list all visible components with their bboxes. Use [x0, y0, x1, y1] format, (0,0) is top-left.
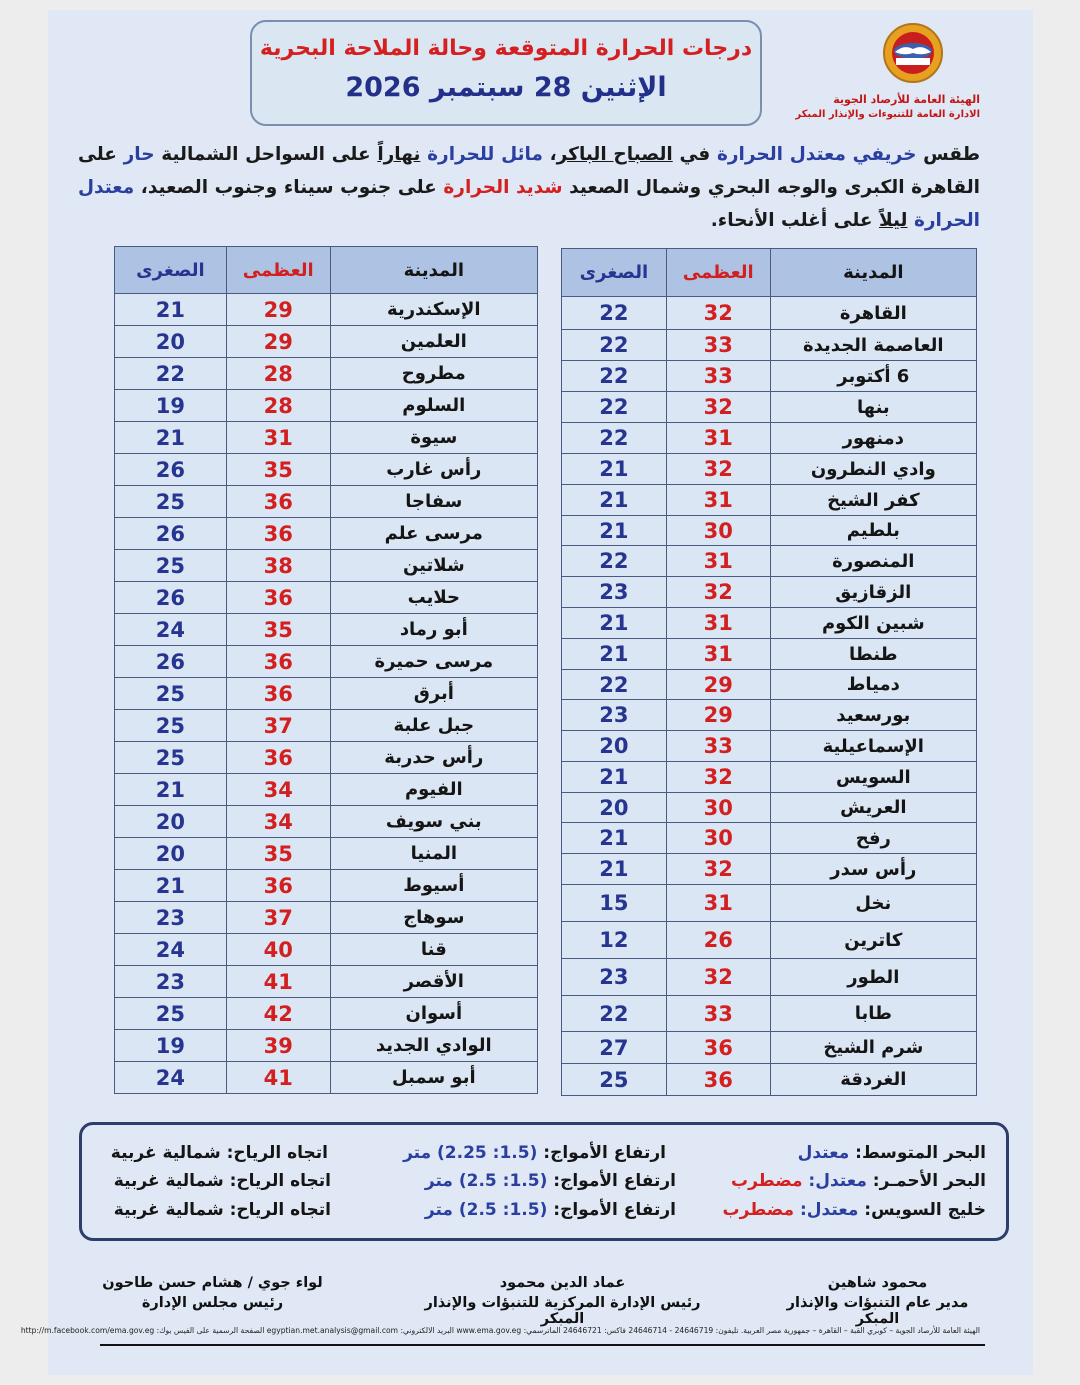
org-department: الادارة العامة للتنبوءات والإنذار المبكر — [795, 109, 980, 120]
min-temp-cell: 23 — [115, 902, 227, 934]
min-temp-cell: 22 — [562, 330, 667, 361]
max-temp-cell: 26 — [666, 922, 770, 959]
min-temp-cell: 21 — [115, 294, 227, 326]
min-temp-cell: 26 — [115, 518, 227, 550]
table-row — [562, 793, 977, 823]
max-temp-cell: 31 — [666, 608, 770, 639]
table-row — [115, 870, 538, 902]
summary-highlight: حار — [123, 144, 155, 165]
city-cell: أبو رماد — [330, 614, 537, 646]
city-cell: بلطيم — [770, 516, 976, 546]
max-temp-cell: 36 — [226, 742, 330, 774]
max-temp-cell: 36 — [226, 646, 330, 678]
max-temp-cell: 31 — [666, 485, 770, 516]
city-cell: رفح — [770, 823, 976, 854]
city-cell: رأس سدر — [770, 854, 976, 885]
waves-label: ارتفاع الأمواج: — [547, 1171, 676, 1191]
table-row — [562, 516, 977, 546]
forecast-date: الإثنين 28 سبتمبر 2026 — [345, 72, 667, 103]
table-row — [562, 577, 977, 608]
waves-value: (1.5: 2.5) متر — [424, 1171, 548, 1191]
table-header-row — [115, 247, 538, 294]
wind-value: شمالية غربية — [113, 1171, 224, 1191]
city-cell: الأقصر — [330, 966, 537, 998]
waves-value: (1.5: 2.5) متر — [424, 1200, 548, 1220]
table-row — [115, 678, 538, 710]
summary-highlight: معتدل الحرارة — [78, 177, 980, 231]
table-row — [115, 742, 538, 774]
sea-name — [731, 1171, 986, 1191]
table-row — [562, 700, 977, 731]
table-header-row — [562, 249, 977, 297]
city-cell: دمنهور — [770, 423, 976, 454]
table-row — [115, 646, 538, 678]
min-temp-cell: 24 — [115, 934, 227, 966]
summary-text: طقس — [916, 144, 981, 165]
sea-name-label: البحر المتوسط: — [849, 1143, 986, 1163]
city-cell: مرسى حميرة — [330, 646, 537, 678]
min-temp-cell: 21 — [115, 774, 227, 806]
table-row — [115, 454, 538, 486]
max-temp-cell: 29 — [226, 294, 330, 326]
max-temp-cell: 41 — [226, 966, 330, 998]
min-temp-cell: 19 — [115, 390, 227, 422]
city-cell: أبو سمبل — [330, 1062, 537, 1094]
sea-row-red-sea — [82, 1171, 1006, 1201]
table-row — [562, 639, 977, 670]
city-cell: الغردقة — [770, 1064, 976, 1096]
sea-conditions-box — [79, 1122, 1009, 1241]
min-temp-cell: 25 — [115, 678, 227, 710]
sea-state-prefix: معتدل: — [794, 1200, 859, 1220]
table-row — [115, 806, 538, 838]
min-temp-cell: 27 — [562, 1032, 667, 1064]
city-cell: أسوان — [330, 998, 537, 1030]
min-temp-cell: 25 — [115, 550, 227, 582]
signature-block — [770, 1275, 985, 1327]
table-row — [562, 854, 977, 885]
min-temp-cell: 25 — [562, 1064, 667, 1096]
max-temp-cell: 30 — [666, 823, 770, 854]
max-temp-cell: 36 — [226, 678, 330, 710]
min-temp-cell: 21 — [562, 823, 667, 854]
max-temp-cell: 42 — [226, 998, 330, 1030]
min-temp-cell: 21 — [562, 485, 667, 516]
city-cell: بورسعيد — [770, 700, 976, 731]
max-temp-cell: 35 — [226, 454, 330, 486]
max-temp-cell: 39 — [226, 1030, 330, 1062]
summary-highlight: خريفي معتدل الحرارة — [716, 144, 917, 165]
table-row — [562, 823, 977, 854]
max-temp-cell: 33 — [666, 731, 770, 762]
table-row — [115, 998, 538, 1030]
signature-title: رئيس الإدارة المركزية للتنبؤات والإنذار المبكر — [424, 1295, 701, 1327]
city-cell: بني سويف — [330, 806, 537, 838]
sea-waves — [403, 1143, 666, 1163]
column-header-max: العظمى — [666, 249, 770, 297]
max-temp-cell: 34 — [226, 774, 330, 806]
max-temp-cell: 31 — [666, 546, 770, 577]
city-cell: العاصمة الجديدة — [770, 330, 976, 361]
waves-label: ارتفاع الأمواج: — [537, 1143, 666, 1163]
table-row — [562, 454, 977, 485]
waves-label: ارتفاع الأمواج: — [547, 1200, 676, 1220]
city-cell: دمياط — [770, 670, 976, 700]
summary-text: ، — [542, 144, 557, 165]
summary-text: على القاهرة الكبرى والوجه البحري وشمال الصعيد — [78, 144, 980, 198]
table-row — [115, 390, 538, 422]
min-temp-cell: 22 — [562, 670, 667, 700]
min-temp-cell: 20 — [115, 838, 227, 870]
city-cell: العريش — [770, 793, 976, 823]
min-temp-cell: 22 — [562, 423, 667, 454]
page-title: درجات الحرارة المتوقعة وحالة الملاحة البحرية — [259, 36, 753, 61]
summary-highlight-red: شديد الحرارة — [443, 177, 563, 198]
title-box — [250, 20, 762, 126]
table-row — [562, 608, 977, 639]
city-cell: الإسماعيلية — [770, 731, 976, 762]
wind-label: اتجاه الرياح: — [223, 1171, 331, 1191]
wind-value: شمالية غربية — [113, 1200, 224, 1220]
signature-block — [85, 1275, 340, 1311]
min-temp-cell: 25 — [115, 710, 227, 742]
table-row — [562, 731, 977, 762]
summary-underlined: ليلاً — [878, 210, 908, 231]
min-temp-cell: 25 — [115, 742, 227, 774]
city-cell: حلايب — [330, 582, 537, 614]
max-temp-cell: 37 — [226, 710, 330, 742]
city-cell: وادي النطرون — [770, 454, 976, 485]
min-temp-cell: 23 — [562, 577, 667, 608]
max-temp-cell: 28 — [226, 390, 330, 422]
max-temp-cell: 29 — [226, 326, 330, 358]
city-cell: الوادي الجديد — [330, 1030, 537, 1062]
city-cell: شلاتين — [330, 550, 537, 582]
min-temp-cell: 24 — [115, 1062, 227, 1094]
weather-summary — [78, 138, 980, 237]
city-cell: كاترين — [770, 922, 976, 959]
min-temp-cell: 19 — [115, 1030, 227, 1062]
city-cell: المنيا — [330, 838, 537, 870]
city-cell: جبل علبة — [330, 710, 537, 742]
table-row — [115, 838, 538, 870]
max-temp-cell: 35 — [226, 614, 330, 646]
min-temp-cell: 21 — [562, 639, 667, 670]
max-temp-cell: 29 — [666, 700, 770, 731]
min-temp-cell: 21 — [562, 516, 667, 546]
city-cell: مرسى علم — [330, 518, 537, 550]
city-cell: سفاجا — [330, 486, 537, 518]
min-temp-cell: 22 — [562, 996, 667, 1032]
sea-state: مضطرب — [722, 1200, 795, 1220]
column-header-city: المدينة — [770, 249, 976, 297]
city-cell: نخل — [770, 885, 976, 922]
signature-name: محمود شاهين — [827, 1275, 928, 1291]
min-temp-cell: 21 — [562, 854, 667, 885]
min-temp-cell: 25 — [115, 486, 227, 518]
sea-waves — [425, 1171, 676, 1191]
city-cell: 6 أكتوبر — [770, 361, 976, 392]
min-temp-cell: 22 — [562, 297, 667, 330]
column-header-min: الصغرى — [562, 249, 667, 297]
table-row — [562, 670, 977, 700]
city-cell: أسيوط — [330, 870, 537, 902]
city-cell: الطور — [770, 959, 976, 996]
table-row — [115, 710, 538, 742]
table-row — [115, 326, 538, 358]
sea-waves — [425, 1200, 676, 1220]
ema-logo-icon — [882, 22, 944, 84]
table-row — [115, 1062, 538, 1094]
temperature-table-right — [561, 248, 977, 1096]
table-row — [115, 422, 538, 454]
max-temp-cell: 35 — [226, 838, 330, 870]
max-temp-cell: 36 — [226, 518, 330, 550]
table-row — [115, 486, 538, 518]
max-temp-cell: 32 — [666, 959, 770, 996]
temperature-table-left — [114, 246, 538, 1094]
city-cell: قنا — [330, 934, 537, 966]
max-temp-cell: 32 — [666, 762, 770, 793]
table-row — [115, 550, 538, 582]
sea-row-mediterranean — [82, 1143, 1006, 1173]
table-row — [115, 358, 538, 390]
min-temp-cell: 26 — [115, 646, 227, 678]
table-row — [115, 966, 538, 998]
max-temp-cell: 30 — [666, 793, 770, 823]
summary-text: على السواحل الشمالية — [154, 144, 378, 165]
max-temp-cell: 31 — [666, 885, 770, 922]
city-cell: مطروح — [330, 358, 537, 390]
min-temp-cell: 26 — [115, 582, 227, 614]
sea-wind — [114, 1200, 331, 1220]
column-header-city: المدينة — [330, 247, 537, 294]
city-cell: القاهرة — [770, 297, 976, 330]
table-row — [562, 762, 977, 793]
max-temp-cell: 32 — [666, 577, 770, 608]
min-temp-cell: 22 — [562, 546, 667, 577]
max-temp-cell: 33 — [666, 330, 770, 361]
table-row — [562, 330, 977, 361]
city-cell: أبرق — [330, 678, 537, 710]
max-temp-cell: 33 — [666, 361, 770, 392]
max-temp-cell: 36 — [226, 582, 330, 614]
column-header-min: الصغرى — [115, 247, 227, 294]
max-temp-cell: 33 — [666, 996, 770, 1032]
max-temp-cell: 36 — [666, 1032, 770, 1064]
summary-highlight: مائل للحرارة — [427, 144, 543, 165]
max-temp-cell: 31 — [226, 422, 330, 454]
footer-divider — [100, 1344, 985, 1346]
max-temp-cell: 31 — [666, 423, 770, 454]
max-temp-cell: 29 — [666, 670, 770, 700]
min-temp-cell: 21 — [562, 762, 667, 793]
city-cell: الزقازيق — [770, 577, 976, 608]
min-temp-cell: 20 — [562, 793, 667, 823]
table-row — [115, 1030, 538, 1062]
summary-underlined: نهاراً — [377, 144, 421, 165]
table-row — [115, 614, 538, 646]
table-row — [115, 518, 538, 550]
table-row — [562, 297, 977, 330]
min-temp-cell: 23 — [562, 700, 667, 731]
min-temp-cell: 20 — [115, 806, 227, 838]
sea-name — [723, 1200, 986, 1220]
table-row — [562, 922, 977, 959]
min-temp-cell: 15 — [562, 885, 667, 922]
sea-state: معتدل — [797, 1143, 850, 1163]
sea-name-label: خليج السويس: — [858, 1200, 986, 1220]
sea-wind — [114, 1171, 331, 1191]
max-temp-cell: 28 — [226, 358, 330, 390]
city-cell: سيوة — [330, 422, 537, 454]
city-cell: رأس غارب — [330, 454, 537, 486]
table-row — [562, 546, 977, 577]
summary-text: على أغلب الأنحاء. — [710, 210, 879, 231]
wind-label: اتجاه الرياح: — [220, 1143, 328, 1163]
min-temp-cell: 12 — [562, 922, 667, 959]
city-cell: شرم الشيخ — [770, 1032, 976, 1064]
min-temp-cell: 22 — [115, 358, 227, 390]
table-row — [562, 959, 977, 996]
min-temp-cell: 25 — [115, 998, 227, 1030]
max-temp-cell: 37 — [226, 902, 330, 934]
max-temp-cell: 32 — [666, 297, 770, 330]
waves-value: (1.5: 2.25) متر — [403, 1143, 538, 1163]
city-cell: طابا — [770, 996, 976, 1032]
city-cell: كفر الشيخ — [770, 485, 976, 516]
table-row — [562, 392, 977, 423]
table-row — [115, 774, 538, 806]
city-cell: بنها — [770, 392, 976, 423]
sea-state-prefix: معتدل: — [802, 1171, 867, 1191]
city-cell: السويس — [770, 762, 976, 793]
max-temp-cell: 30 — [666, 516, 770, 546]
max-temp-cell: 32 — [666, 392, 770, 423]
city-cell: المنصورة — [770, 546, 976, 577]
max-temp-cell: 36 — [666, 1064, 770, 1096]
table-row — [562, 361, 977, 392]
max-temp-cell: 36 — [226, 870, 330, 902]
table-row — [562, 485, 977, 516]
max-temp-cell: 32 — [666, 854, 770, 885]
city-cell: الإسكندرية — [330, 294, 537, 326]
signature-name: لواء جوي / هشام حسن طاحون — [102, 1275, 323, 1291]
min-temp-cell: 20 — [115, 326, 227, 358]
signature-title: رئيس مجلس الإدارة — [141, 1295, 284, 1311]
min-temp-cell: 21 — [562, 608, 667, 639]
table-row — [115, 934, 538, 966]
sea-name-label: البحر الأحمـر: — [866, 1171, 986, 1191]
city-cell: السلوم — [330, 390, 537, 422]
table-row — [562, 996, 977, 1032]
table-row — [562, 423, 977, 454]
max-temp-cell: 32 — [666, 454, 770, 485]
min-temp-cell: 26 — [115, 454, 227, 486]
max-temp-cell: 36 — [226, 486, 330, 518]
table-row — [115, 294, 538, 326]
signature-title: مدير عام التنبؤات والإنذار المبكر — [786, 1295, 969, 1327]
min-temp-cell: 23 — [115, 966, 227, 998]
summary-underlined: الصباح الباكر — [556, 144, 673, 165]
sea-state: مضطرب — [731, 1171, 803, 1191]
city-cell: طنطا — [770, 639, 976, 670]
max-temp-cell: 34 — [226, 806, 330, 838]
wind-label: اتجاه الرياح: — [223, 1200, 331, 1220]
max-temp-cell: 40 — [226, 934, 330, 966]
table-row — [562, 1032, 977, 1064]
city-cell: رأس حدربة — [330, 742, 537, 774]
min-temp-cell: 21 — [115, 422, 227, 454]
signature-block — [415, 1275, 710, 1327]
max-temp-cell: 41 — [226, 1062, 330, 1094]
table-row — [562, 885, 977, 922]
city-cell: شبين الكوم — [770, 608, 976, 639]
sea-row-gulf-of-suez — [82, 1200, 1006, 1230]
summary-text: على جنوب سيناء وجنوب الصعيد، — [134, 177, 444, 198]
min-temp-cell: 21 — [562, 454, 667, 485]
city-cell: سوهاج — [330, 902, 537, 934]
sea-name — [798, 1143, 986, 1163]
column-header-max: العظمى — [226, 247, 330, 294]
city-cell: الفيوم — [330, 774, 537, 806]
min-temp-cell: 20 — [562, 731, 667, 762]
footer-contact: الهيئة العامة للأرصاد الجوية – كوبري القبة – القاهرة – جمهورية مصر العربية. تليفون: 24646719 - 24646714 فاكس: 24646721 الماترسمي: www.ema.gov.eg البريد الالكتروني: egyptian.met.analysis@gmail.com الصفحة الرسمية على الفيس بوك: http://m.facebook.com/ema.gov.eg — [20, 1326, 980, 1335]
sea-wind — [111, 1143, 328, 1163]
summary-text: في — [672, 144, 717, 165]
city-cell: العلمين — [330, 326, 537, 358]
min-temp-cell: 23 — [562, 959, 667, 996]
org-name: الهيئة العامة للأرصاد الجوية — [833, 93, 980, 106]
min-temp-cell: 22 — [562, 392, 667, 423]
min-temp-cell: 24 — [115, 614, 227, 646]
wind-value: شمالية غربية — [110, 1143, 221, 1163]
table-row — [562, 1064, 977, 1096]
signature-name: عماد الدين محمود — [499, 1275, 626, 1291]
table-row — [115, 582, 538, 614]
min-temp-cell: 21 — [115, 870, 227, 902]
table-row — [115, 902, 538, 934]
max-temp-cell: 38 — [226, 550, 330, 582]
max-temp-cell: 31 — [666, 639, 770, 670]
min-temp-cell: 22 — [562, 361, 667, 392]
